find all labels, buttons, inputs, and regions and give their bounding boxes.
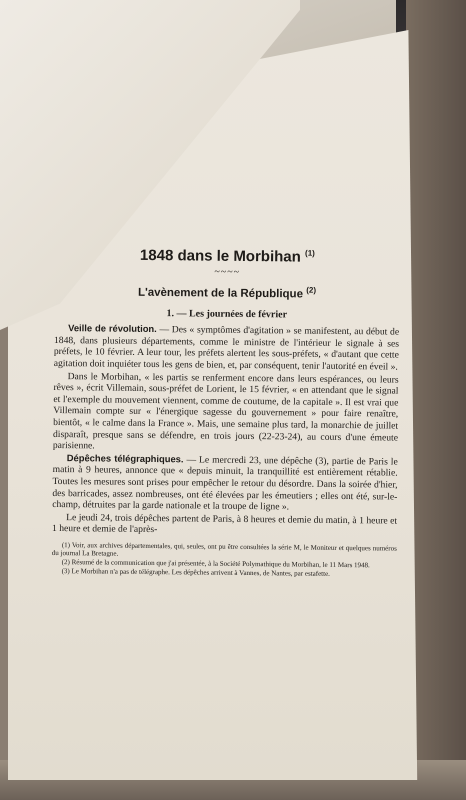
- footnote: (1) Voir, aux archives départementales, qui, seules, ont pu être consultées la série M, le Moniteur et quelques numéros du journal La Bretagne.: [51, 540, 397, 559]
- paragraph: Dépêches télégraphiques. — Le mercredi 23, une dépêche (3), partie de Paris le matin à 9 heures, annonce que « depuis minuit, la tranquillité est entièrement rétablie. Toutes les mesures sont prises pour empêcher le retour du désordre. Dans la soirée d'hier, des barricades, assez nombreuses, ont été élevées par les émeutiers ; elles ont été, sur-le-champ, détruites par la garde nationale et la troupe de ligne ».: [52, 451, 398, 513]
- paragraph: Veille de révolution. — Des « symptômes d'agitation » se manifestent, au début de 1848, dans plusieurs départements, comme le ministre de l'intérieur le signale à ses préfets, le 10 février. A leur tour, les préfets alertent les sous-préfets, « d'autant que cette agitation doit inquiéter tous les gens de bien, et, par conséquent, tenir l'autorité en éveil ».: [53, 322, 400, 373]
- ornament-divider: ~~~~: [214, 266, 241, 278]
- page-subtitle: [54, 282, 399, 302]
- subtitle-footnote-ref: (2): [306, 285, 317, 295]
- page-title: [55, 245, 400, 264]
- page-text-block: [52, 245, 400, 579]
- title-footnote-ref: (1): [305, 248, 315, 258]
- section-heading: 1. — Les journées de février: [166, 307, 288, 321]
- footnote: (3) Le Morbihan n'a pas de télégraphe. Les dépêches arrivent à Vannes, de Nantes, par estafette.: [61, 566, 331, 578]
- footnotes: [52, 541, 397, 579]
- subtitle-text: L'avènement de la République: [137, 286, 304, 301]
- paragraph: Le jeudi 24, trois dépêches partent de Paris, à 8 heures et demie du matin, à 1 heure et 1 heure et demie de l'après-: [51, 511, 398, 536]
- title-text: 1848 dans le Morbihan: [139, 246, 301, 266]
- footnote: (2) Résumé de la communication que j'ai présentée, à la Société Polymathique du Morbihan, le 11 Mars 1948.: [61, 558, 370, 570]
- paragraph: Dans le Morbihan, « les partis se renferment encore dans leurs espérances, ou leurs rêves », écrit Villemain, sous-préfet de Lorient, le 15 février, « en attendant que le signal et l'exemple du mouvement viennent, comme de coutume, de la capitale ». Il est vrai que Villemain compte sur « l'énergique sagesse du gouvernement » pour faire renaître, bientôt, « le calme dans la France ». Mais, une semaine plus tard, la monarchie de juillet disparaît, presque sans se défendre, en trois jours (22-23-24), au cours d'une émeute parisienne.: [52, 370, 399, 452]
